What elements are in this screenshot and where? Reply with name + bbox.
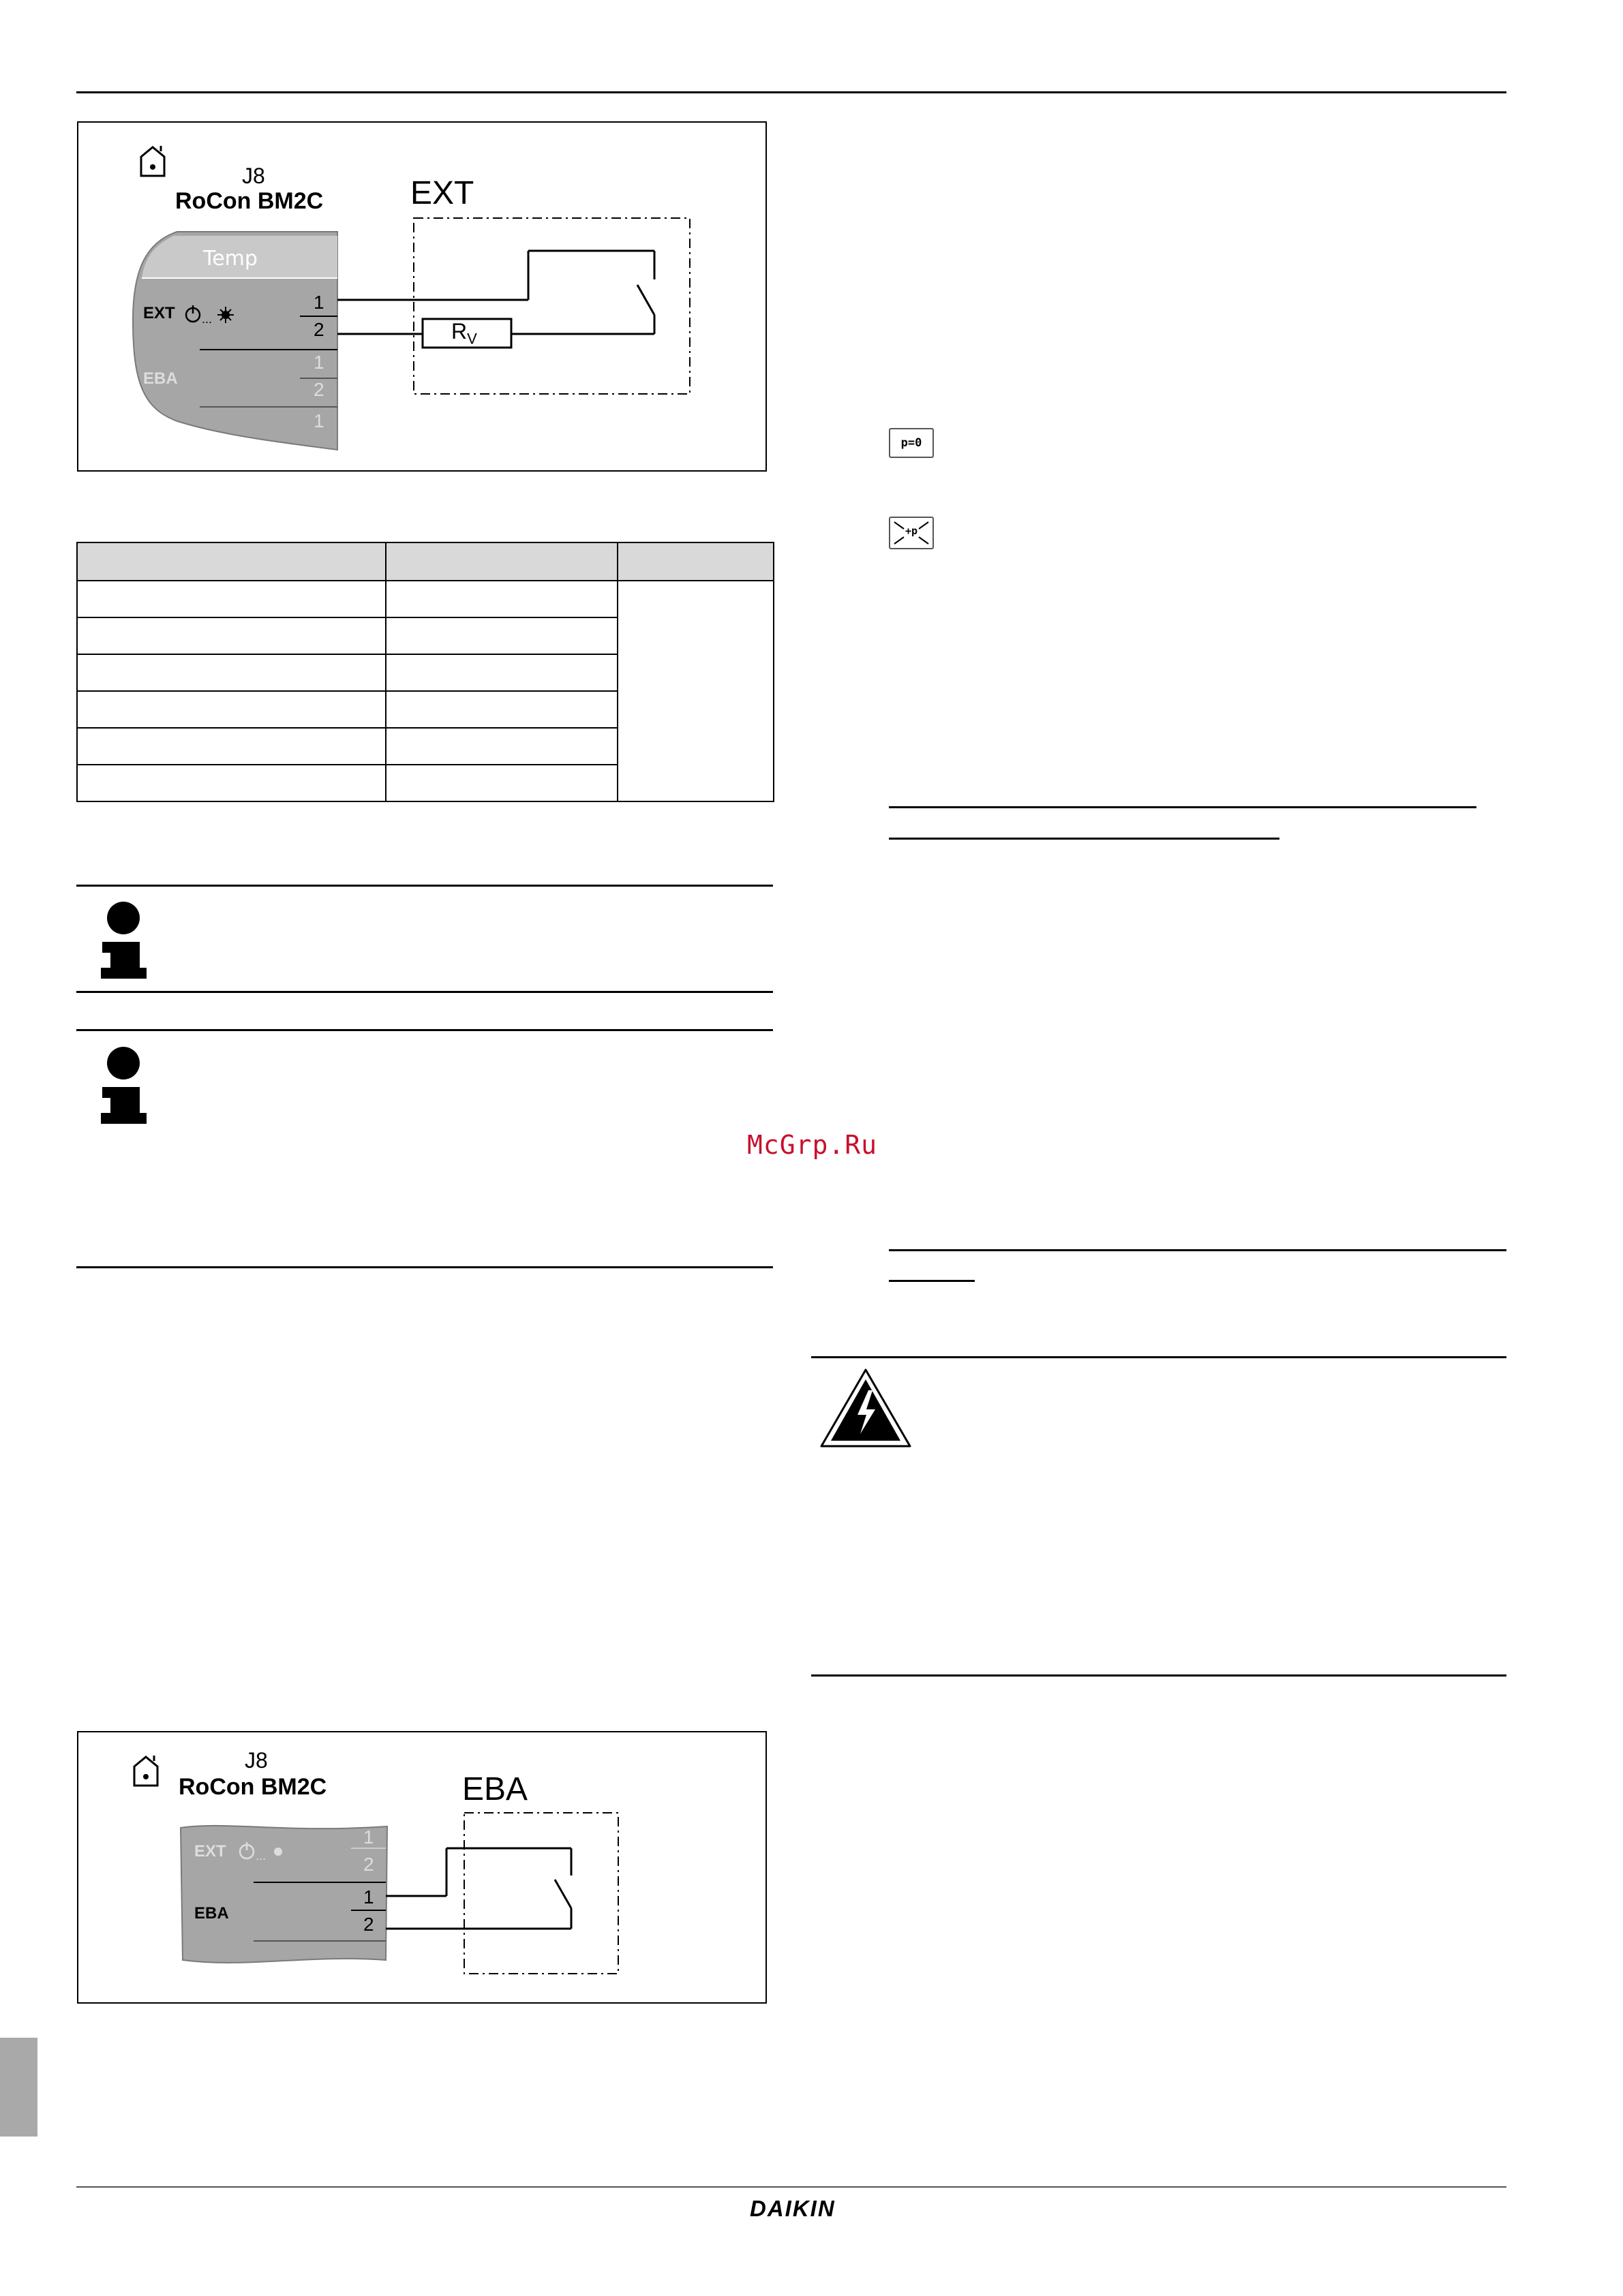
eba-row-label: EBA bbox=[194, 1904, 229, 1923]
footer-rule bbox=[76, 2186, 1506, 2188]
temp-row-label: Temp bbox=[203, 247, 258, 271]
ext-device-label: EXT bbox=[410, 175, 474, 211]
connector-label: J8 bbox=[245, 1748, 268, 1773]
svg-text:...: ... bbox=[256, 1849, 267, 1863]
board-label: RoCon BM2C bbox=[175, 188, 324, 214]
pin-1-label: 1 bbox=[314, 292, 324, 313]
pin-eba-2-label: 2 bbox=[314, 379, 324, 400]
pin-2-label: 2 bbox=[314, 319, 324, 340]
pin-1-label: 1 bbox=[363, 1886, 374, 1908]
eba-row-label: EBA bbox=[143, 369, 178, 388]
daikin-logo: DAIKIN bbox=[750, 2196, 836, 2221]
pin-ext-2-label: 2 bbox=[363, 1854, 374, 1875]
chapter-tab bbox=[0, 2038, 37, 2137]
pin-2-label: 2 bbox=[363, 1914, 374, 1935]
pin-ext-1-label: 1 bbox=[363, 1826, 374, 1848]
warning-bottom-rule bbox=[811, 1674, 1506, 1677]
pressure-zero-icon: p=0 bbox=[889, 428, 934, 458]
svg-text:...: ... bbox=[202, 312, 213, 326]
board-label: RoCon BM2C bbox=[179, 1774, 327, 1800]
resistor-label: $R_V$ bbox=[451, 319, 477, 348]
ext-row-label: EXT bbox=[194, 1842, 226, 1861]
pin-eba-1-label: 1 bbox=[314, 352, 324, 373]
watermark: McGrp.Ru bbox=[747, 1130, 878, 1160]
pin-bottom-label: 1 bbox=[314, 410, 324, 431]
eba-device-label: EBA bbox=[462, 1771, 528, 1807]
connector-label: J8 bbox=[242, 164, 265, 188]
ext-row-label: EXT bbox=[143, 304, 175, 322]
pressure-plus-label: +p bbox=[905, 525, 918, 537]
